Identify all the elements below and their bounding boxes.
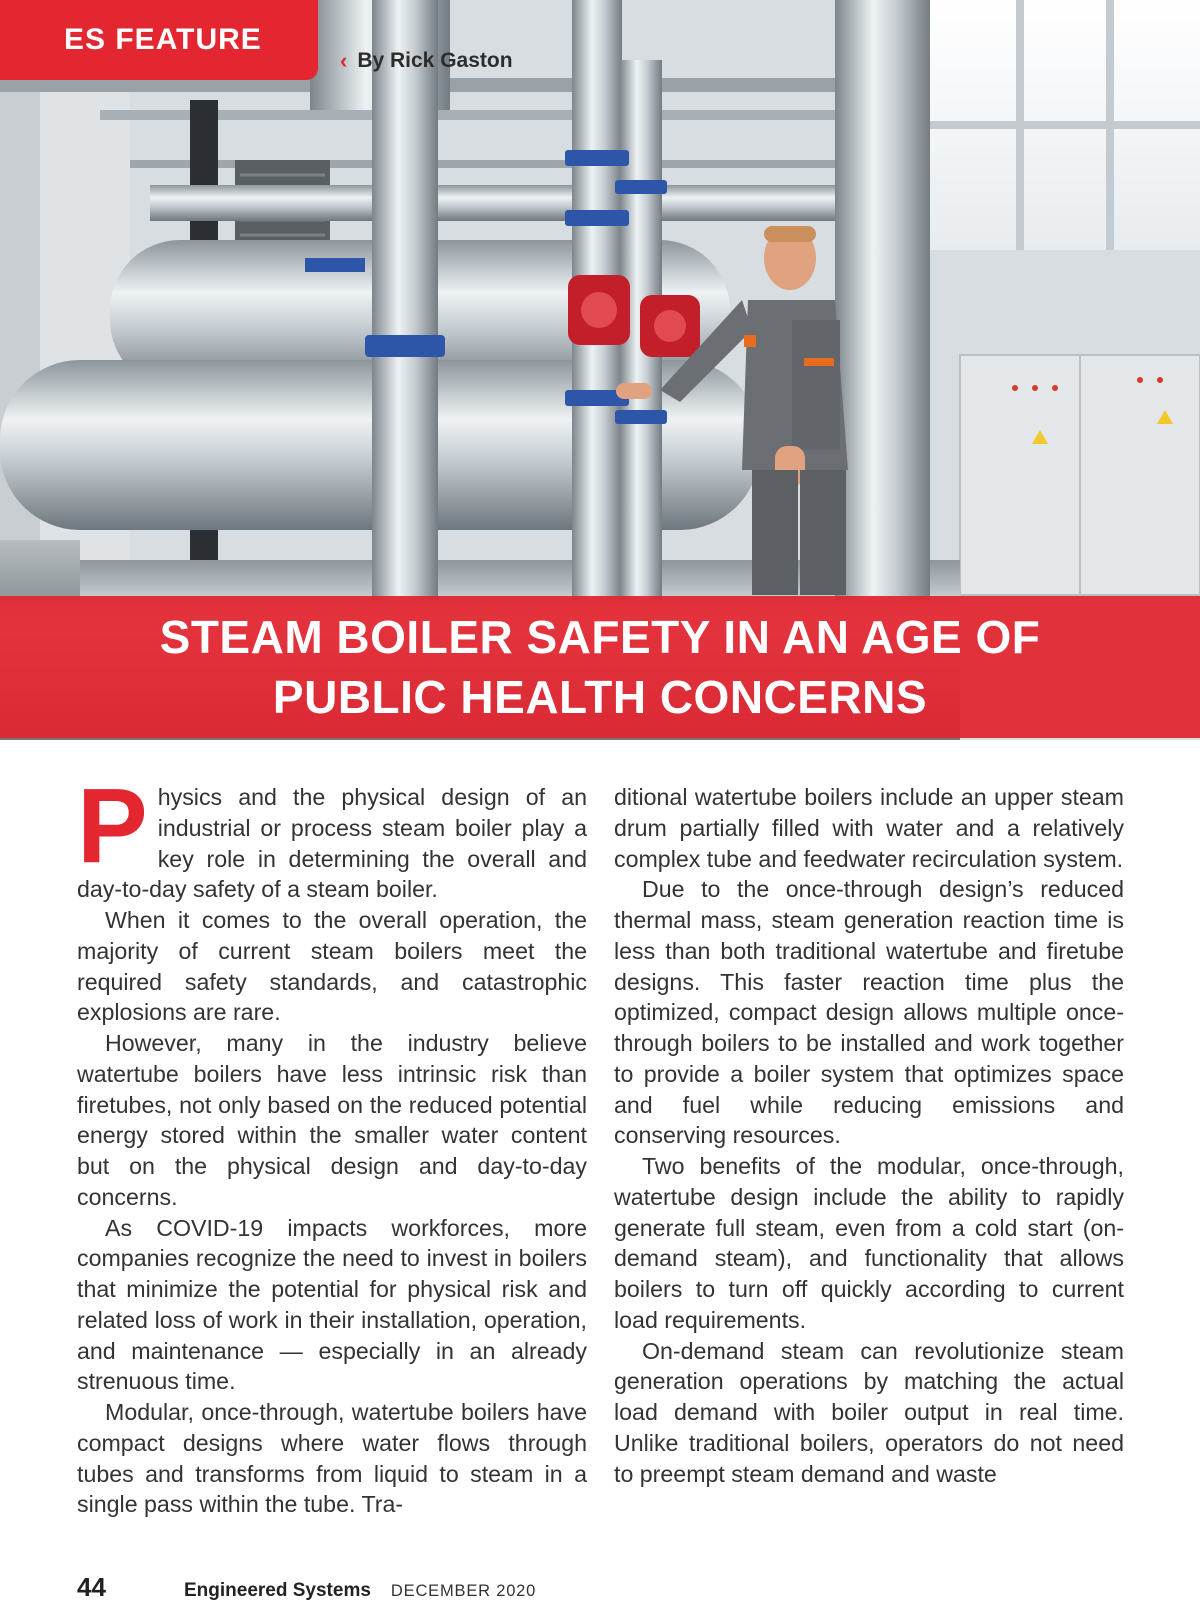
publication-name: Engineered Systems	[184, 1580, 371, 1601]
paragraph: Modular, once-through, watertube boilers have compact designs where water flows through tubes and transforms from liquid to steam in a single pass within the tube. Tra-	[77, 1399, 587, 1518]
author-name: By Rick Gaston	[357, 49, 513, 72]
article-column-left	[77, 767, 587, 1520]
drop-cap: P	[77, 767, 148, 885]
chevron-left-icon: ‹	[340, 48, 348, 73]
paragraph: When it comes to the overall operation, the majority of current steam boilers meet the required safety standards, and catastrophic explosions are rare.	[77, 907, 587, 1026]
section-tag	[0, 0, 318, 80]
article-title	[0, 596, 1200, 738]
paragraph: Due to the once-through design’s reduced thermal mass, steam generation reaction time is less than both traditional watertube and firetube designs. This faster reaction time plus the optimized, compact design allows multiple once-through boilers to be installed and work together to provide a boiler system that optimizes space and fuel while reducing emissions and conserving resources.	[614, 876, 1124, 1149]
section-tag-label: ES FEATURE	[64, 23, 262, 56]
paragraph: As COVID-19 impacts workforces, more companies recognize the need to invest in boilers that minimize the potential for physical risk and related loss of work in their installation, operation, and maintenance — especially in an already strenuous time.	[77, 1214, 587, 1395]
paragraph: On-demand steam can revolutionize steam generation operations by matching the actual load demand with boiler output in real time. Unlike traditional boilers, operators do not need to preempt steam demand and waste	[614, 1337, 1124, 1487]
issue-date: DECEMBER 2020	[390, 1582, 537, 1600]
paragraph-text: hysics and the physical design of an industrial or process steam boiler play a key role in determining the overall and day-to-day safety of a steam boiler.	[77, 784, 587, 903]
article-title-line-2: PUBLIC HEALTH CONCERNS	[272, 671, 928, 723]
page-number: 44	[77, 1572, 106, 1602]
byline	[340, 44, 513, 78]
paragraph	[77, 767, 587, 905]
page-footer	[77, 1572, 536, 1608]
paragraph: Two benefits of the modular, once-through, watertube design include the ability to rapidly generate full steam, even from a cold start (on-demand steam), and functionality that allows boilers to turn off quickly according to current load requirements.	[614, 1153, 1124, 1333]
article-column-right	[614, 782, 1124, 1489]
paragraph: However, many in the industry believe watertube boilers have less intrinsic risk than firetubes, not only based on the reduced potential energy stored within the smaller water content but on the physical design and day-to-day concerns.	[77, 1030, 587, 1210]
article-title-line-1: STEAM BOILER SAFETY IN AN AGE OF	[159, 611, 1041, 663]
paragraph: ditional watertube boilers include an upper steam drum partially filled with water and a relatively complex tube and feedwater recirculation system.	[614, 784, 1124, 872]
